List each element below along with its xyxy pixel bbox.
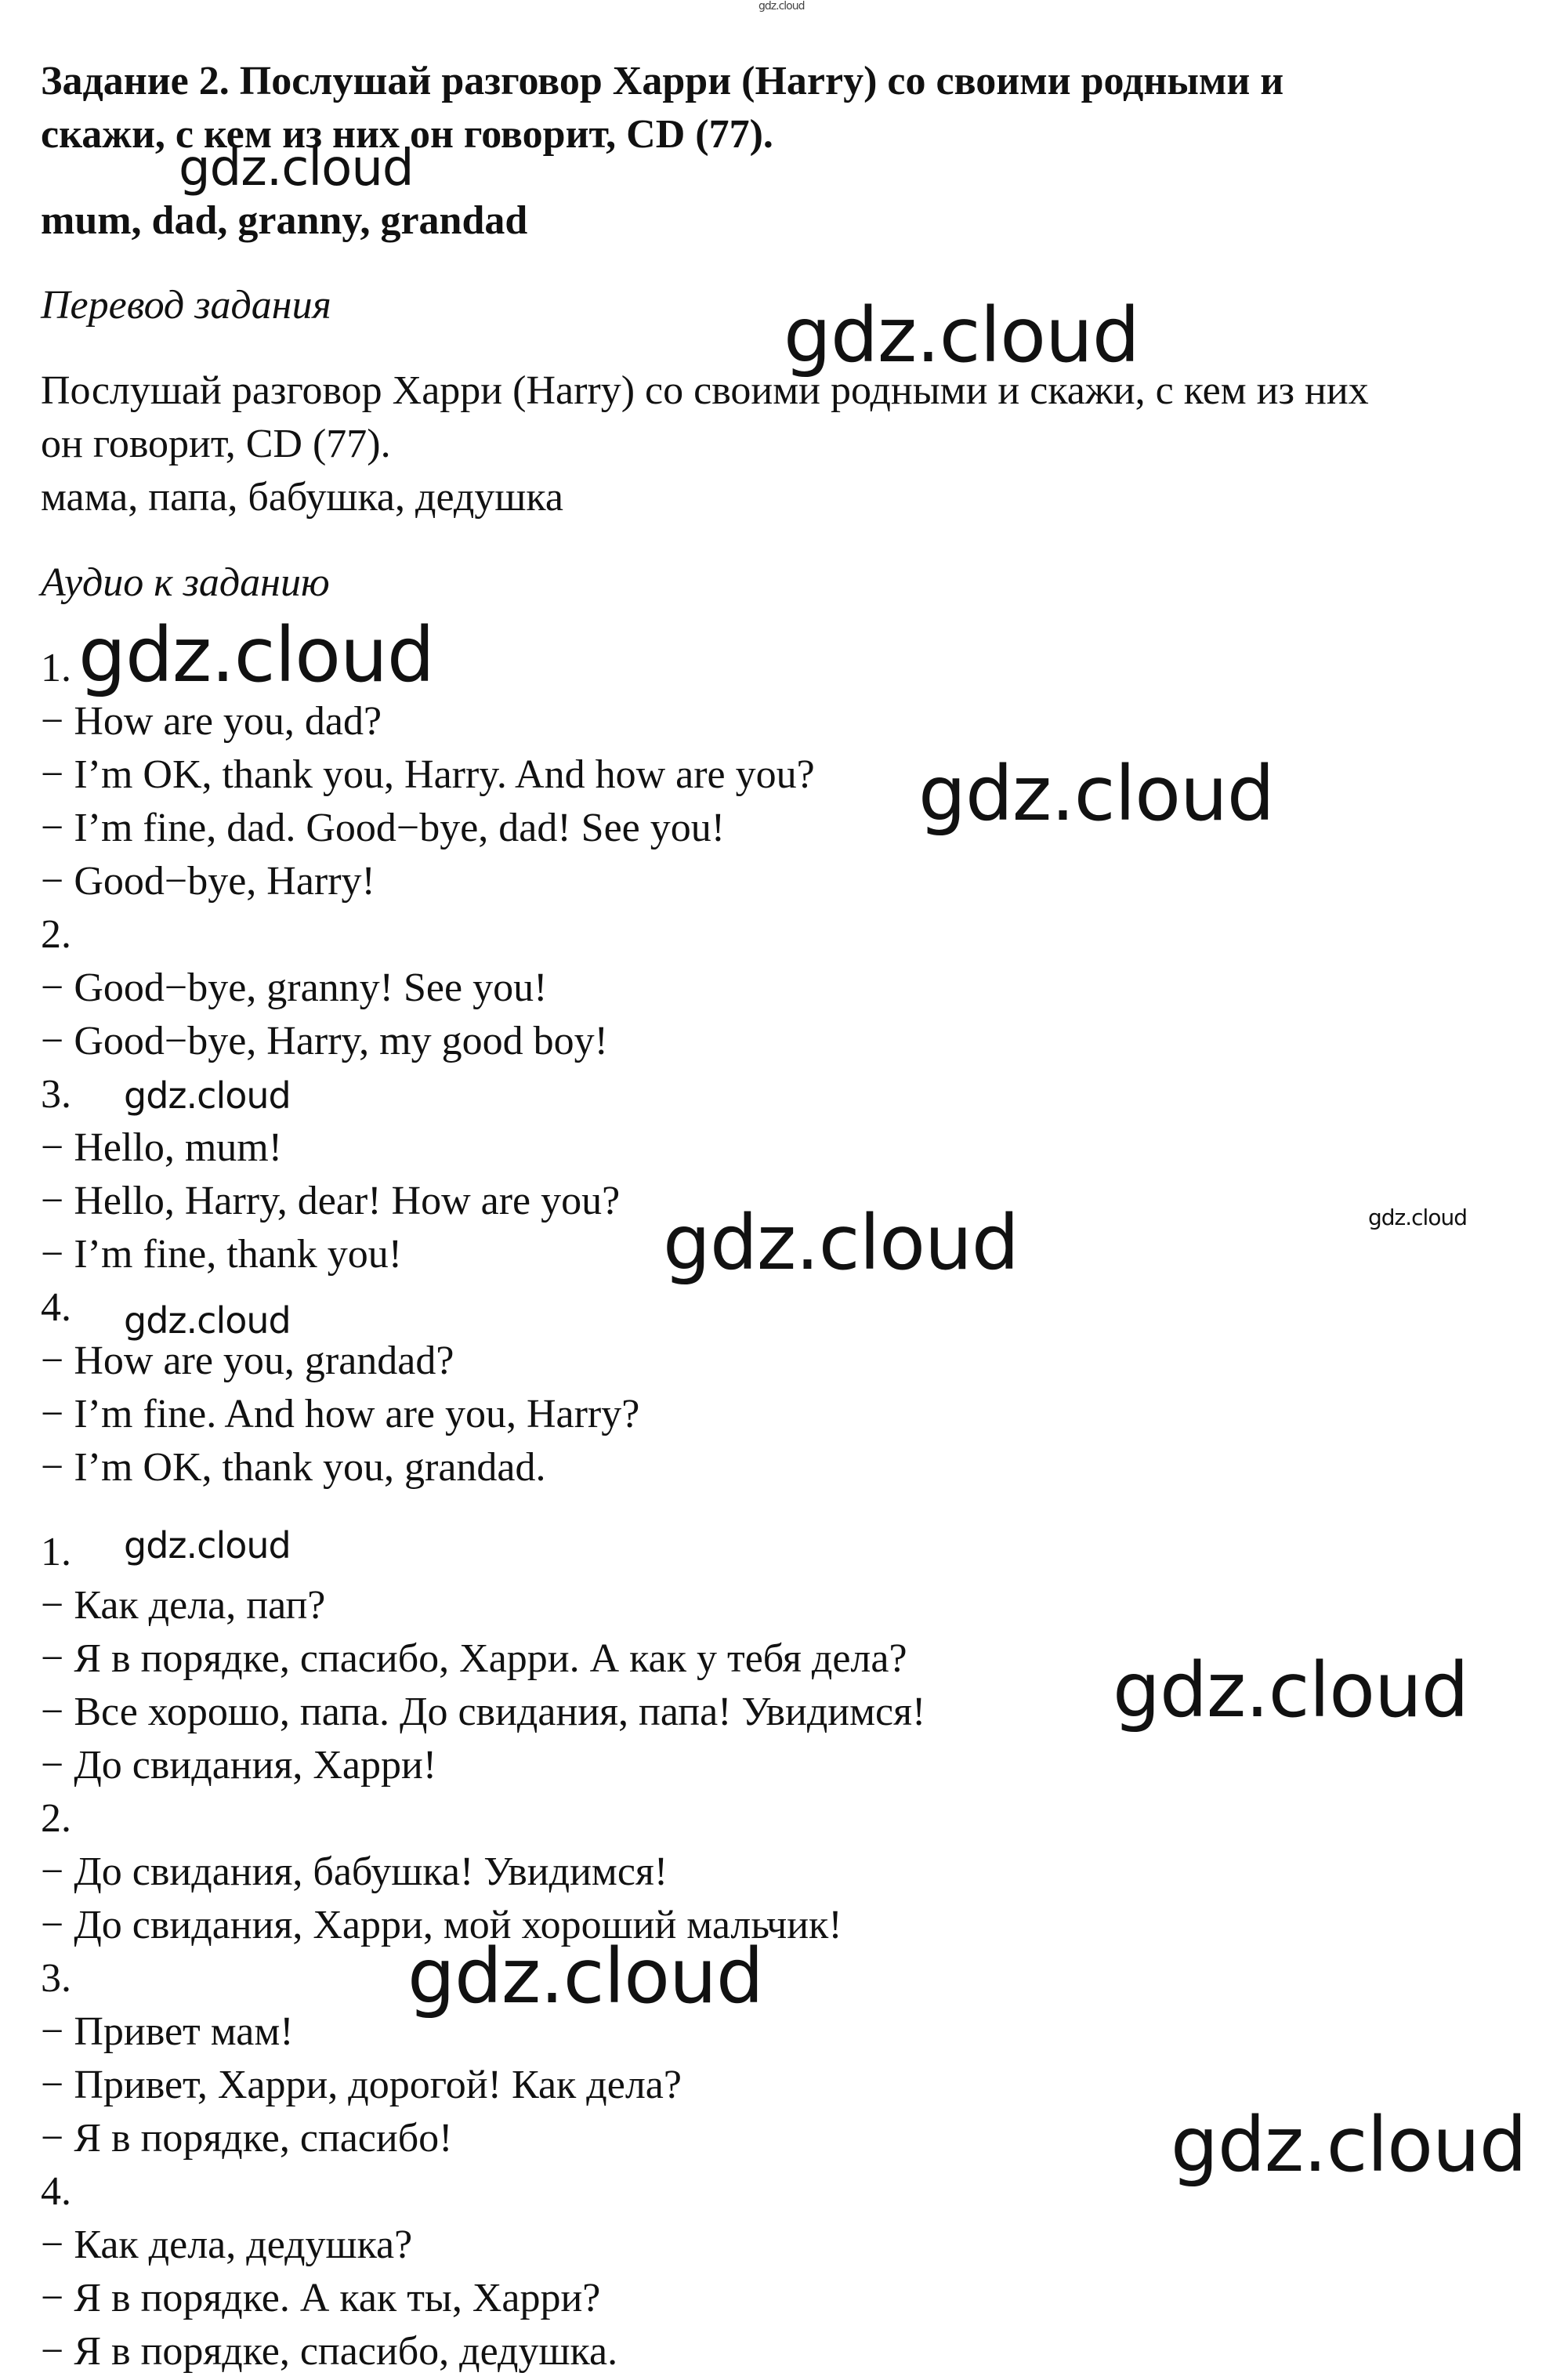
watermark: gdz.cloud bbox=[1113, 1646, 1468, 1734]
watermark: gdz.cloud bbox=[663, 1199, 1019, 1287]
dialog-en-line: − Good−bye, granny! See you! bbox=[41, 965, 548, 1010]
watermark: gdz.cloud bbox=[124, 1074, 291, 1117]
dialog-ru-line: − До свидания, Харри, мой хороший мальчик! bbox=[41, 1903, 842, 1947]
task-title-line1: Задание 2. Послушай разговор Харри (Harry) со своими родными и bbox=[41, 59, 1284, 103]
dialog-en-line: − I’m fine. And how are you, Harry? bbox=[41, 1392, 640, 1436]
dialog-ru-line: − Я в порядке. А как ты, Харри? bbox=[41, 2276, 601, 2320]
dialog-ru-line: − Все хорошо, папа. До свидания, папа! Увидимся! bbox=[41, 1690, 926, 1734]
task-title-line2: скажи, с кем из них он говорит, CD (77). bbox=[41, 112, 773, 157]
dialog-en-line: − How are you, grandad? bbox=[41, 1339, 454, 1383]
dialog-en-line: 2. bbox=[41, 912, 71, 957]
translation-heading: Перевод задания bbox=[41, 283, 331, 328]
dialog-en-line: − Hello, mum! bbox=[41, 1125, 283, 1170]
dialog-en-line: 4. bbox=[41, 1285, 71, 1330]
watermark: gdz.cloud bbox=[758, 0, 805, 13]
translation-line1: Послушай разговор Харри (Harry) со своими родными и скажи, с кем из них bbox=[41, 368, 1369, 413]
watermark: gdz.cloud bbox=[78, 611, 434, 699]
dialog-ru-line: 4. bbox=[41, 2169, 71, 2214]
dialog-ru-line: − До свидания, бабушка! Увидимся! bbox=[41, 1849, 668, 1894]
dialog-en-line: − I’m fine, thank you! bbox=[41, 1232, 403, 1277]
dialog-ru-line: 1. bbox=[41, 1530, 71, 1574]
watermark: gdz.cloud bbox=[124, 1524, 291, 1567]
watermark: gdz.cloud bbox=[1368, 1204, 1467, 1230]
translation-words: мама, папа, бабушка, дедушка bbox=[41, 475, 563, 520]
dialog-en-line: − Good−bye, Harry, my good boy! bbox=[41, 1019, 608, 1063]
audio-heading: Аудио к заданию bbox=[41, 560, 330, 605]
dialog-ru-line: − Привет, Харри, дорогой! Как дела? bbox=[41, 2063, 682, 2107]
dialog-ru-line: − Как дела, пап? bbox=[41, 1583, 326, 1628]
dialog-ru-line: − Я в порядке, спасибо, Харри. А как у тебя дела? bbox=[41, 1636, 907, 1681]
dialog-ru-line: − Я в порядке, спасибо, дедушка. bbox=[41, 2329, 618, 2374]
dialog-en-line: 3. bbox=[41, 1072, 71, 1117]
dialog-ru-line: 3. bbox=[41, 1956, 71, 2001]
translation-line2: он говорит, CD (77). bbox=[41, 422, 391, 466]
watermark: gdz.cloud bbox=[1171, 2101, 1526, 2189]
dialog-en-line: 1. bbox=[41, 646, 71, 690]
watermark: gdz.cloud bbox=[407, 1933, 763, 2020]
dialog-en-line: − How are you, dad? bbox=[41, 699, 382, 744]
watermark: gdz.cloud bbox=[124, 1299, 291, 1342]
dialog-ru-line: 2. bbox=[41, 1796, 71, 1841]
watermark: gdz.cloud bbox=[179, 139, 414, 197]
dialog-ru-line: − Как дела, дедушка? bbox=[41, 2222, 413, 2267]
dialog-ru-line: − Я в порядке, спасибо! bbox=[41, 2116, 453, 2161]
dialog-en-line: − Good−bye, Harry! bbox=[41, 859, 375, 904]
dialog-ru-line: − Привет мам! bbox=[41, 2009, 294, 2054]
dialog-ru-line: − До свидания, Харри! bbox=[41, 1743, 437, 1788]
task-words: mum, dad, granny, grandad bbox=[41, 198, 528, 243]
dialog-en-line: − I’m OK, thank you, Harry. And how are you? bbox=[41, 752, 815, 797]
dialog-en-line: − I’m fine, dad. Good−bye, dad! See you! bbox=[41, 806, 726, 850]
watermark: gdz.cloud bbox=[784, 292, 1139, 379]
dialog-en-line: − I’m OK, thank you, grandad. bbox=[41, 1445, 546, 1490]
dialog-en-line: − Hello, Harry, dear! How are you? bbox=[41, 1179, 621, 1223]
watermark: gdz.cloud bbox=[918, 750, 1274, 838]
